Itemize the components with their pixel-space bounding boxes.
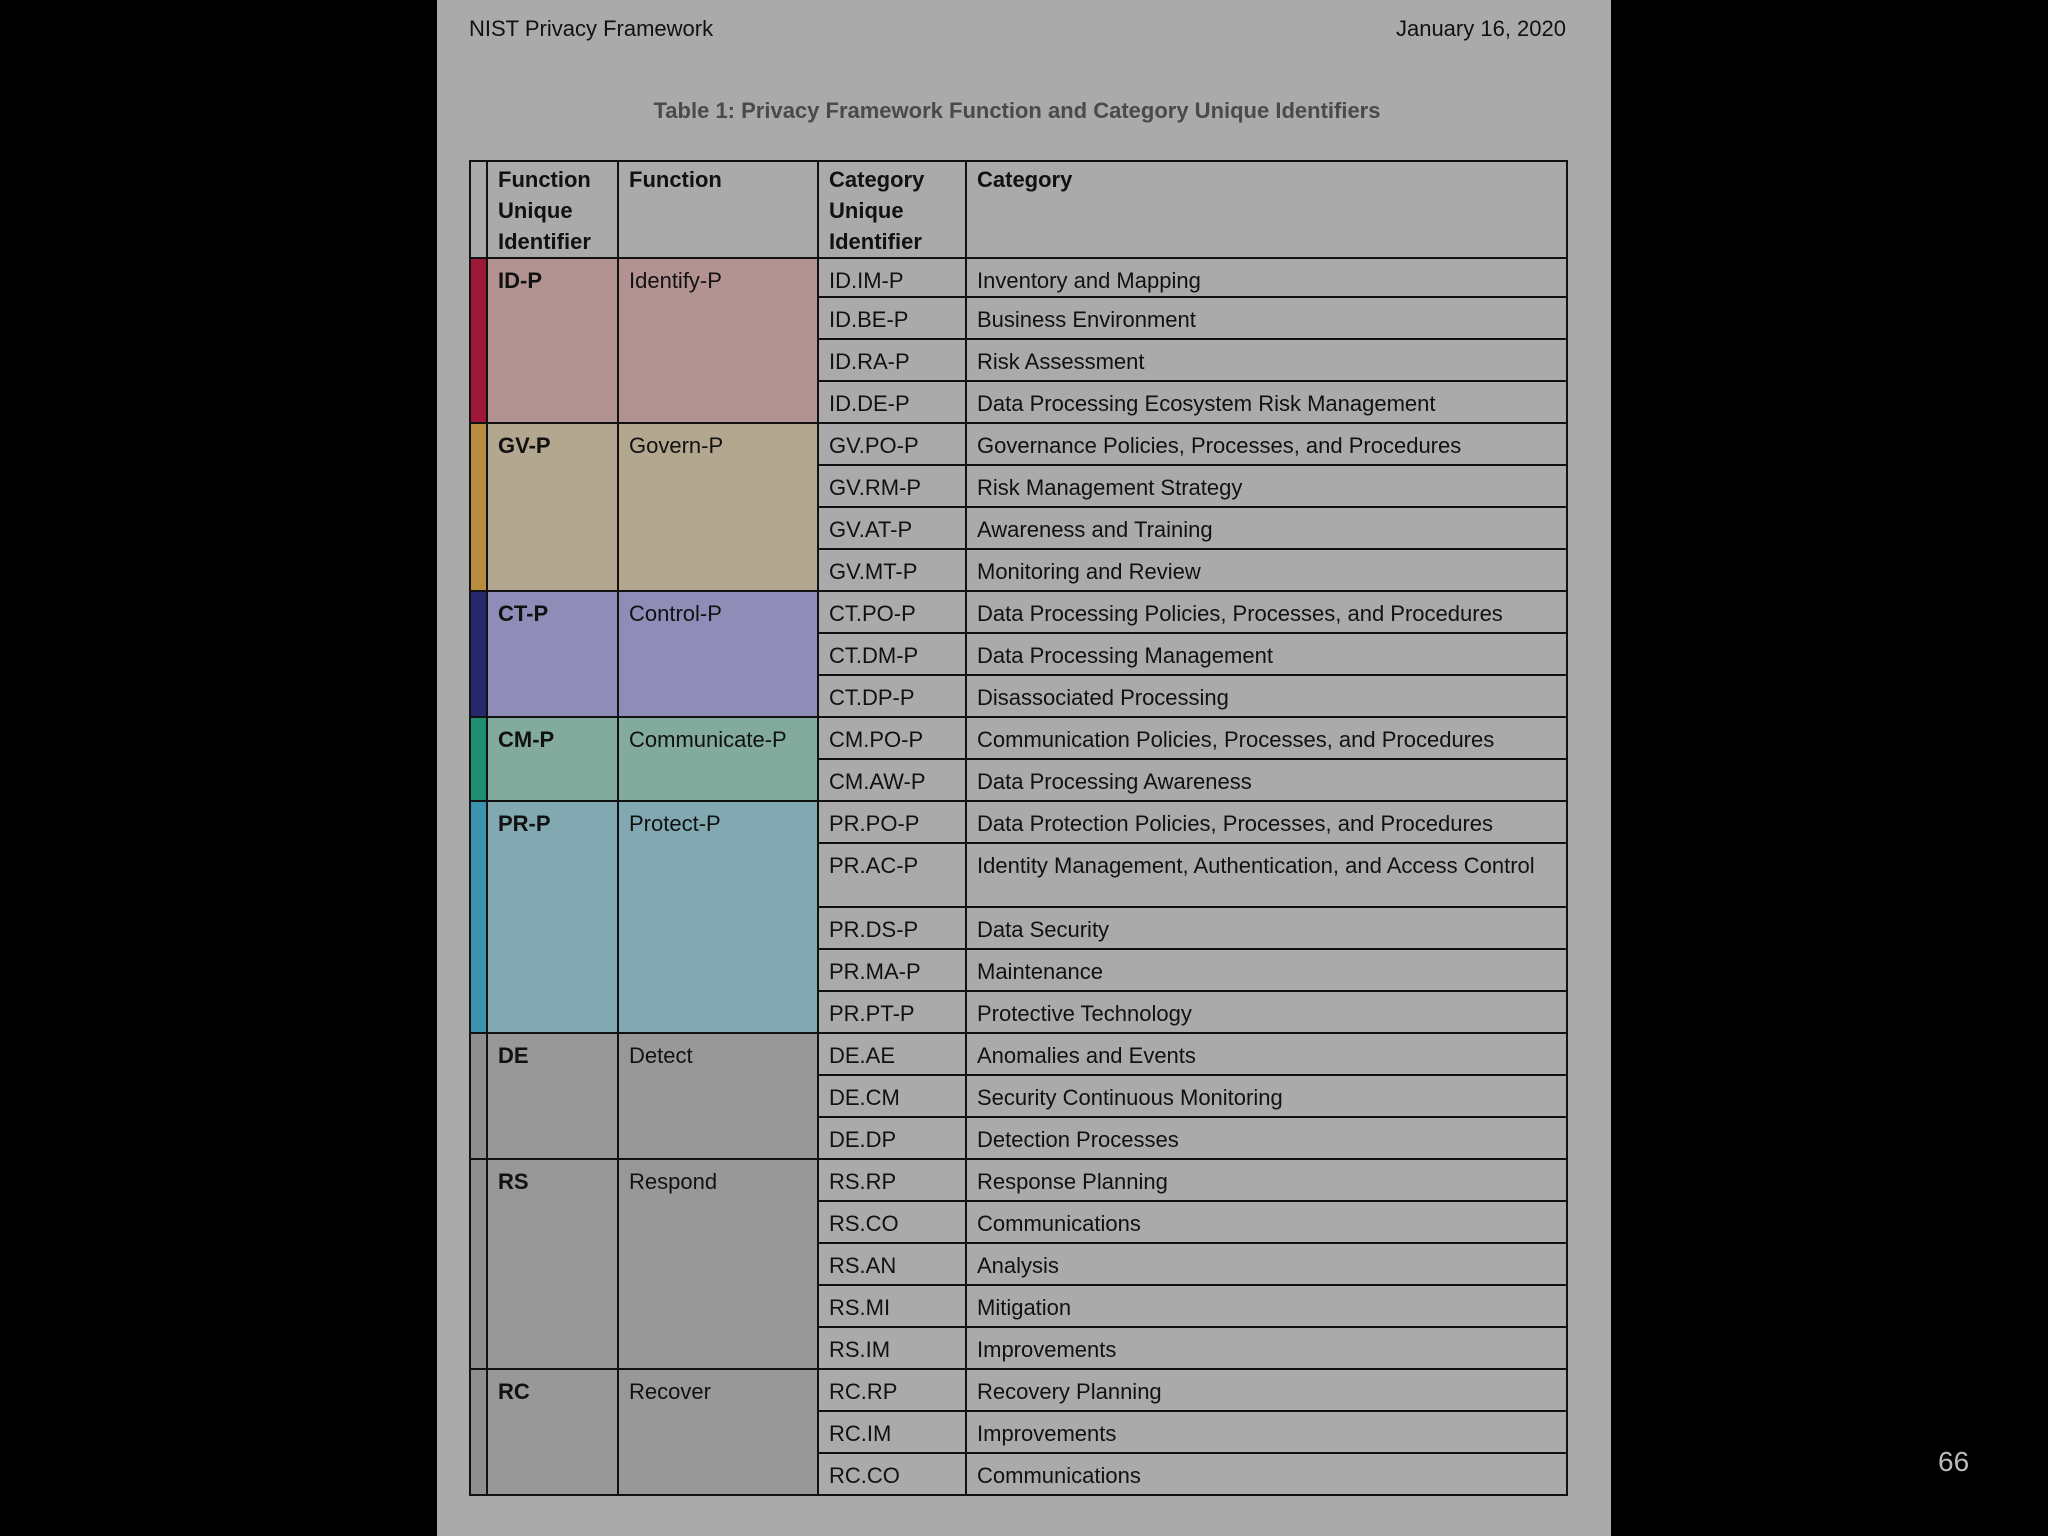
category-name-cell: Data Processing Policies, Processes, and Procedures	[966, 591, 1567, 633]
category-name-cell: Improvements	[966, 1327, 1567, 1369]
function-id-cell: CT-P	[487, 591, 618, 717]
category-id-cell: RS.IM	[818, 1327, 966, 1369]
header-category: Category	[966, 161, 1567, 258]
function-id-cell: DE	[487, 1033, 618, 1159]
function-name-cell: Recover	[618, 1369, 818, 1495]
table-row	[470, 591, 1567, 633]
doc-header-title: NIST Privacy Framework	[469, 16, 714, 41]
category-name-cell: Maintenance	[966, 949, 1567, 991]
header-category-unique-identifier: Category Unique Identifier	[818, 161, 966, 258]
function-color-bar	[470, 717, 487, 801]
category-name-cell: Data Protection Policies, Processes, and Procedures	[966, 801, 1567, 843]
category-name-cell: Monitoring and Review	[966, 549, 1567, 591]
category-id-cell: DE.CM	[818, 1075, 966, 1117]
function-color-bar	[470, 258, 487, 423]
table-caption: Table 1: Privacy Framework Function and Category Unique Identifiers	[653, 98, 1381, 123]
category-name-cell: Communications	[966, 1201, 1567, 1243]
category-name-cell: Data Security	[966, 907, 1567, 949]
category-name-cell: Risk Assessment	[966, 339, 1567, 381]
category-id-cell: RC.IM	[818, 1411, 966, 1453]
category-name-cell: Data Processing Management	[966, 633, 1567, 675]
function-name-cell: Identify-P	[618, 258, 818, 423]
function-name-cell: Communicate-P	[618, 717, 818, 801]
function-id-cell: RS	[487, 1159, 618, 1369]
header-function: Function	[618, 161, 818, 258]
function-color-bar	[470, 423, 487, 591]
function-id-cell: RC	[487, 1369, 618, 1495]
function-id-cell: CM-P	[487, 717, 618, 801]
category-name-cell: Analysis	[966, 1243, 1567, 1285]
table-row	[470, 1159, 1567, 1201]
category-id-cell: CM.AW-P	[818, 759, 966, 801]
function-color-bar	[470, 801, 487, 1033]
category-id-cell: PR.PO-P	[818, 801, 966, 843]
function-name-cell: Control-P	[618, 591, 818, 717]
slide-page-number: 66	[1938, 1446, 1970, 1477]
table-row	[470, 801, 1567, 843]
category-id-cell: GV.AT-P	[818, 507, 966, 549]
function-name-cell: Respond	[618, 1159, 818, 1369]
function-name-cell: Protect-P	[618, 801, 818, 1033]
table-row	[470, 423, 1567, 465]
category-id-cell: DE.AE	[818, 1033, 966, 1075]
category-name-cell: Response Planning	[966, 1159, 1567, 1201]
function-name-cell: Govern-P	[618, 423, 818, 591]
category-name-cell: Mitigation	[966, 1285, 1567, 1327]
category-id-cell: ID.BE-P	[818, 297, 966, 339]
function-color-bar	[470, 1159, 487, 1369]
category-name-cell: Detection Processes	[966, 1117, 1567, 1159]
category-id-cell: RS.MI	[818, 1285, 966, 1327]
header-function-unique-identifier: Function Unique Identifier	[487, 161, 618, 258]
function-color-bar	[470, 1369, 487, 1495]
category-name-cell: Data Processing Awareness	[966, 759, 1567, 801]
category-id-cell: ID.RA-P	[818, 339, 966, 381]
category-name-cell: Data Processing Ecosystem Risk Management	[966, 381, 1567, 423]
category-name-cell: Identity Management, Authentication, and Access Control	[966, 843, 1567, 907]
category-id-cell: RS.RP	[818, 1159, 966, 1201]
category-name-cell: Protective Technology	[966, 991, 1567, 1033]
category-name-cell: Security Continuous Monitoring	[966, 1075, 1567, 1117]
category-id-cell: DE.DP	[818, 1117, 966, 1159]
doc-header-date: January 16, 2020	[1395, 16, 1566, 41]
category-name-cell: Communications	[966, 1453, 1567, 1495]
category-id-cell: CT.DM-P	[818, 633, 966, 675]
category-name-cell: Risk Management Strategy	[966, 465, 1567, 507]
category-id-cell: GV.RM-P	[818, 465, 966, 507]
table-row	[470, 1369, 1567, 1411]
category-id-cell: PR.AC-P	[818, 843, 966, 907]
table-row	[470, 1033, 1567, 1075]
category-id-cell: CM.PO-P	[818, 717, 966, 759]
category-id-cell: CT.PO-P	[818, 591, 966, 633]
function-name-cell: Detect	[618, 1033, 818, 1159]
category-id-cell: ID.IM-P	[818, 258, 966, 297]
table-body	[470, 258, 1567, 1495]
category-id-cell: RS.CO	[818, 1201, 966, 1243]
category-id-cell: GV.MT-P	[818, 549, 966, 591]
category-id-cell: PR.MA-P	[818, 949, 966, 991]
category-name-cell: Governance Policies, Processes, and Procedures	[966, 423, 1567, 465]
function-id-cell: GV-P	[487, 423, 618, 591]
category-name-cell: Awareness and Training	[966, 507, 1567, 549]
table-header-row	[470, 161, 1567, 258]
table-row	[470, 717, 1567, 759]
category-id-cell: CT.DP-P	[818, 675, 966, 717]
table-row	[470, 258, 1567, 297]
function-id-cell: PR-P	[487, 801, 618, 1033]
function-id-cell: ID-P	[487, 258, 618, 423]
function-color-bar	[470, 591, 487, 717]
category-id-cell: RC.CO	[818, 1453, 966, 1495]
header-bar-cell	[470, 161, 487, 258]
category-id-cell: RC.RP	[818, 1369, 966, 1411]
category-id-cell: ID.DE-P	[818, 381, 966, 423]
category-id-cell: GV.PO-P	[818, 423, 966, 465]
category-name-cell: Inventory and Mapping	[966, 258, 1567, 297]
category-id-cell: PR.DS-P	[818, 907, 966, 949]
category-name-cell: Disassociated Processing	[966, 675, 1567, 717]
category-name-cell: Business Environment	[966, 297, 1567, 339]
category-name-cell: Improvements	[966, 1411, 1567, 1453]
category-name-cell: Recovery Planning	[966, 1369, 1567, 1411]
function-color-bar	[470, 1033, 487, 1159]
category-name-cell: Communication Policies, Processes, and Procedures	[966, 717, 1567, 759]
document-page	[437, 0, 1611, 1536]
category-id-cell: PR.PT-P	[818, 991, 966, 1033]
identifiers-table	[469, 160, 1568, 1496]
category-name-cell: Anomalies and Events	[966, 1033, 1567, 1075]
category-id-cell: RS.AN	[818, 1243, 966, 1285]
